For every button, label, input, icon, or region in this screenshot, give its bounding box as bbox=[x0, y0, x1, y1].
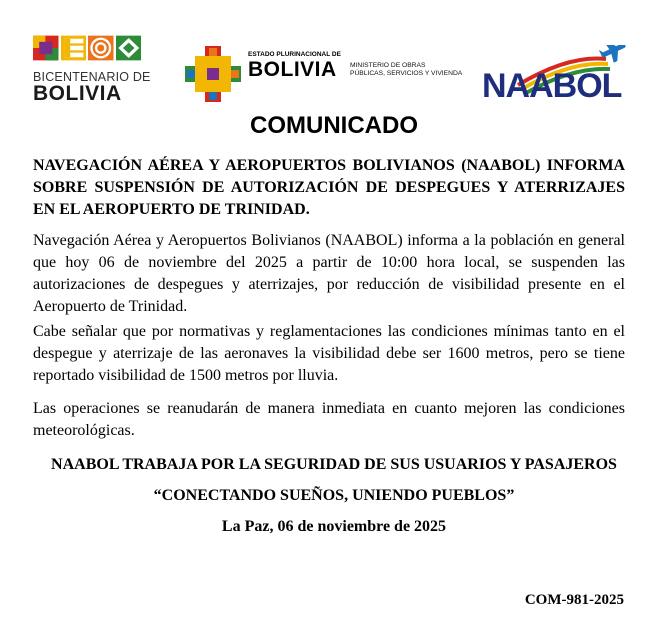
bicentenario-symbol-4-icon bbox=[116, 32, 142, 64]
naabol-wordmark: NAABOL bbox=[482, 67, 622, 105]
bicentenario-line2: BOLIVIA bbox=[33, 82, 122, 105]
document-code: COM-981-2025 bbox=[524, 592, 624, 608]
paragraph-2: Cabe señalar que por normativas y reglamentaciones las condiciones mínimas tanto en el despegue y aterrizaje de las aeronaves la visibilidad debe ser 1600 metros, pero se tiene reportado visibilidad de 1500 metros por lluvia. bbox=[33, 323, 625, 384]
bicentenario-symbol-2-icon bbox=[61, 32, 87, 64]
ministerio-line2: PÚBLICAS, SERVICIOS Y VIVIENDA bbox=[350, 69, 463, 77]
naabol-logo bbox=[478, 45, 636, 113]
paragraph-3: Las operaciones se reanudarán de manera inmediata en cuanto mejoren las condiciones meteorológicas. bbox=[33, 400, 625, 439]
bicentenario-line1: BICENTENARIO DE bbox=[33, 70, 151, 84]
chakana-emblem-icon bbox=[183, 44, 243, 104]
document-title: COMUNICADO bbox=[250, 112, 418, 139]
closing-slogan: NAABOL TRABAJA POR LA SEGURIDAD DE SUS USUARIOS Y PASAJEROS bbox=[51, 456, 617, 473]
paragraph-1: Navegación Aérea y Aeropuertos Bolivianos (NAABOL) informa a la población en general que hoy 06 de noviembre del 2025 a partir de 10:00 hora local, se suspenden las autorizaciones de despegues y aterrizajes, por reducción de visibilidad presente en el Aeropuerto de Trinidad. bbox=[33, 232, 625, 315]
headline: NAVEGACIÓN AÉREA Y AEROPUERTOS BOLIVIANOS (NAABOL) INFORMA SOBRE SUSPENSIÓN DE AUTORIZACIÓN DE DESPEGUES Y ATERRIZAJES EN EL AEROPUERTO DE TRINIDAD. bbox=[33, 157, 625, 218]
ministerio-line1: MINISTERIO DE OBRAS bbox=[350, 62, 426, 69]
place-date: La Paz, 06 de noviembre de 2025 bbox=[221, 518, 447, 535]
estado-line2: BOLIVIA bbox=[248, 58, 337, 81]
bicentenario-logo bbox=[33, 32, 151, 105]
ministerio-logo bbox=[350, 62, 485, 92]
estado-line1: ESTADO PLURINACIONAL DE bbox=[248, 51, 341, 58]
motto: “CONECTANDO SUEÑOS, UNIENDO PUEBLOS” bbox=[153, 487, 515, 504]
bicentenario-symbol-1-icon bbox=[33, 32, 59, 64]
bicentenario-symbol-3-icon bbox=[88, 32, 114, 64]
estado-plurinacional-logo bbox=[183, 44, 341, 104]
